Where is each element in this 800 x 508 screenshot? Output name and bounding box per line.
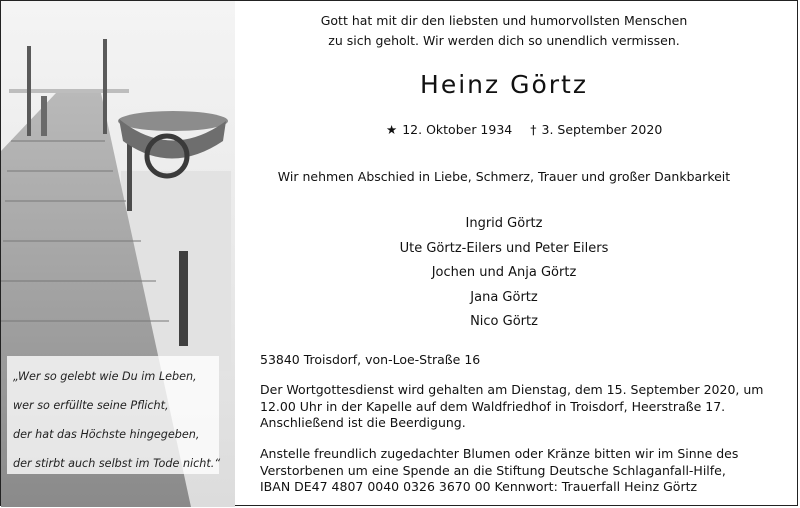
quote-line: „Wer so gelebt wie Du im Leben, [13, 370, 197, 383]
family-address: 53840 Troisdorf, von-Loe-Straße 16 [260, 352, 481, 367]
mourner: Nico Görtz [470, 314, 538, 329]
donation-line: Verstorbenen um eine Spende an die Stiftung Deutsche Schlaganfall-Hilfe, [260, 462, 726, 478]
intro-line: Gott hat mit dir den liebsten und humorvollsten Menschen [320, 13, 688, 28]
mourner: Ute Görtz-Eilers und Peter Eilers [399, 240, 609, 256]
jetty-photo [1, 1, 235, 507]
mourner: Jochen und Anja Görtz [431, 265, 577, 280]
deceased-name: Heinz Görtz [420, 70, 588, 99]
quote-line: der hat das Höchste hingegeben, [13, 428, 200, 441]
notice-text-column [236, 0, 798, 508]
donation-paragraph [260, 446, 780, 496]
service-line: Der Wortgottesdienst wird gehalten am Dienstag, dem 15. September 2020, um [260, 382, 764, 397]
mourners-list [236, 212, 772, 335]
birth-date: 12. Oktober 1934 [402, 122, 513, 137]
farewell-line: Wir nehmen Abschied in Liebe, Schmerz, Trauer und großer Dankbarkeit [277, 169, 731, 184]
mourner: Ingrid Görtz [465, 216, 543, 231]
service-line: 12.00 Uhr in der Kapelle auf dem Waldfriedhof in Troisdorf, Heerstraße 17. [260, 398, 726, 414]
donation-line: Anstelle freundlich zugedachter Blumen oder Kränze bitten wir im Sinne des [260, 446, 739, 461]
donation-line: IBAN DE47 4807 0040 0326 3670 00 Kennwort: Trauerfall Heinz Görtz [260, 479, 698, 494]
intro-line: zu sich geholt. Wir werden dich so unendlich vermissen. [328, 33, 680, 48]
quote-line: wer so erfüllte seine Pflicht, [13, 399, 169, 412]
quote-line: der stirbt auch selbst im Tode nicht.“ [13, 457, 221, 470]
death-date: 3. September 2020 [541, 122, 663, 137]
service-paragraph [260, 382, 780, 432]
service-line: Anschließend ist die Beerdigung. [260, 415, 466, 430]
life-dates [386, 122, 662, 137]
mourner: Jana Görtz [470, 289, 538, 305]
quote-box [7, 356, 219, 474]
star-icon: ★ [386, 122, 398, 137]
cross-icon: † [530, 122, 537, 137]
